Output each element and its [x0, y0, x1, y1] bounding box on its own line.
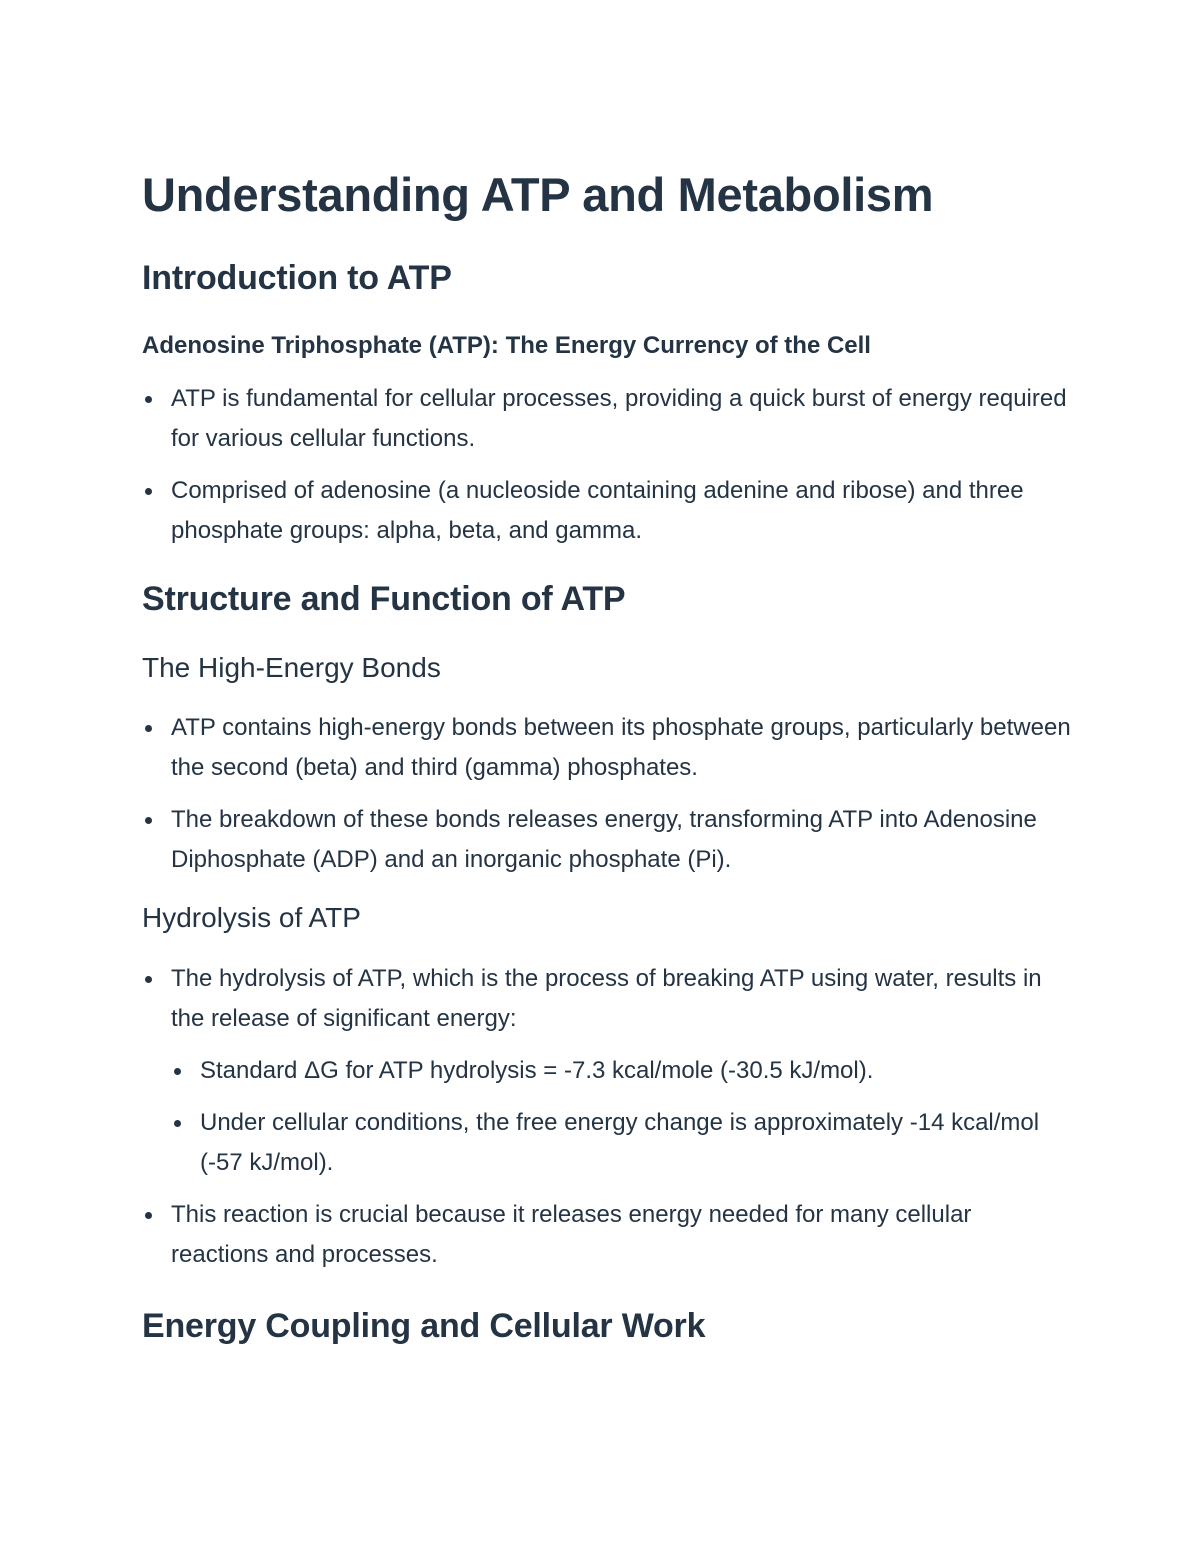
hydrolysis-bullet-list: [142, 959, 1072, 1287]
list-item: ATP contains high-energy bonds between its phosphate groups, particularly between the second (beta) and third (gamma) phosphates.: [142, 708, 1072, 788]
section-heading-intro: Introduction to ATP: [142, 259, 452, 297]
sub-list-item: Standard ΔG for ATP hydrolysis = -7.3 kcal/mole (-30.5 kJ/mol).: [171, 1051, 1072, 1091]
subheading-atp-currency: Adenosine Triphosphate (ATP): The Energy Currency of the Cell: [142, 332, 871, 359]
list-item: The breakdown of these bonds releases energy, transforming ATP into Adenosine Diphosphate (ADP) and an inorganic phosphate (Pi).: [142, 800, 1072, 880]
sub-list-item: Under cellular conditions, the free energy change is approximately -14 kcal/mol (-57 kJ/mol).: [171, 1103, 1072, 1183]
subsection-heading-bonds: The High-Energy Bonds: [142, 652, 441, 683]
subsection-heading-hydrolysis: Hydrolysis of ATP: [142, 902, 361, 933]
section-heading-coupling: Energy Coupling and Cellular Work: [142, 1307, 706, 1345]
list-item: This reaction is crucial because it releases energy needed for many cellular reactions and processes.: [142, 1195, 1072, 1275]
document-title: Understanding ATP and Metabolism: [142, 168, 934, 221]
section-heading-structure: Structure and Function of ATP: [142, 580, 626, 618]
hydrolysis-sub-list: [171, 1051, 1072, 1183]
list-item: [142, 959, 1072, 1183]
list-item: Comprised of adenosine (a nucleoside containing adenine and ribose) and three phosphate groups: alpha, beta, and gamma.: [142, 471, 1072, 551]
intro-bullet-list: [142, 379, 1072, 563]
list-item: ATP is fundamental for cellular processes, providing a quick burst of energy required for various cellular functions.: [142, 379, 1072, 459]
list-item-text: The hydrolysis of ATP, which is the process of breaking ATP using water, results in the release of significant energy:: [171, 965, 1042, 1032]
bonds-bullet-list: [142, 708, 1072, 892]
